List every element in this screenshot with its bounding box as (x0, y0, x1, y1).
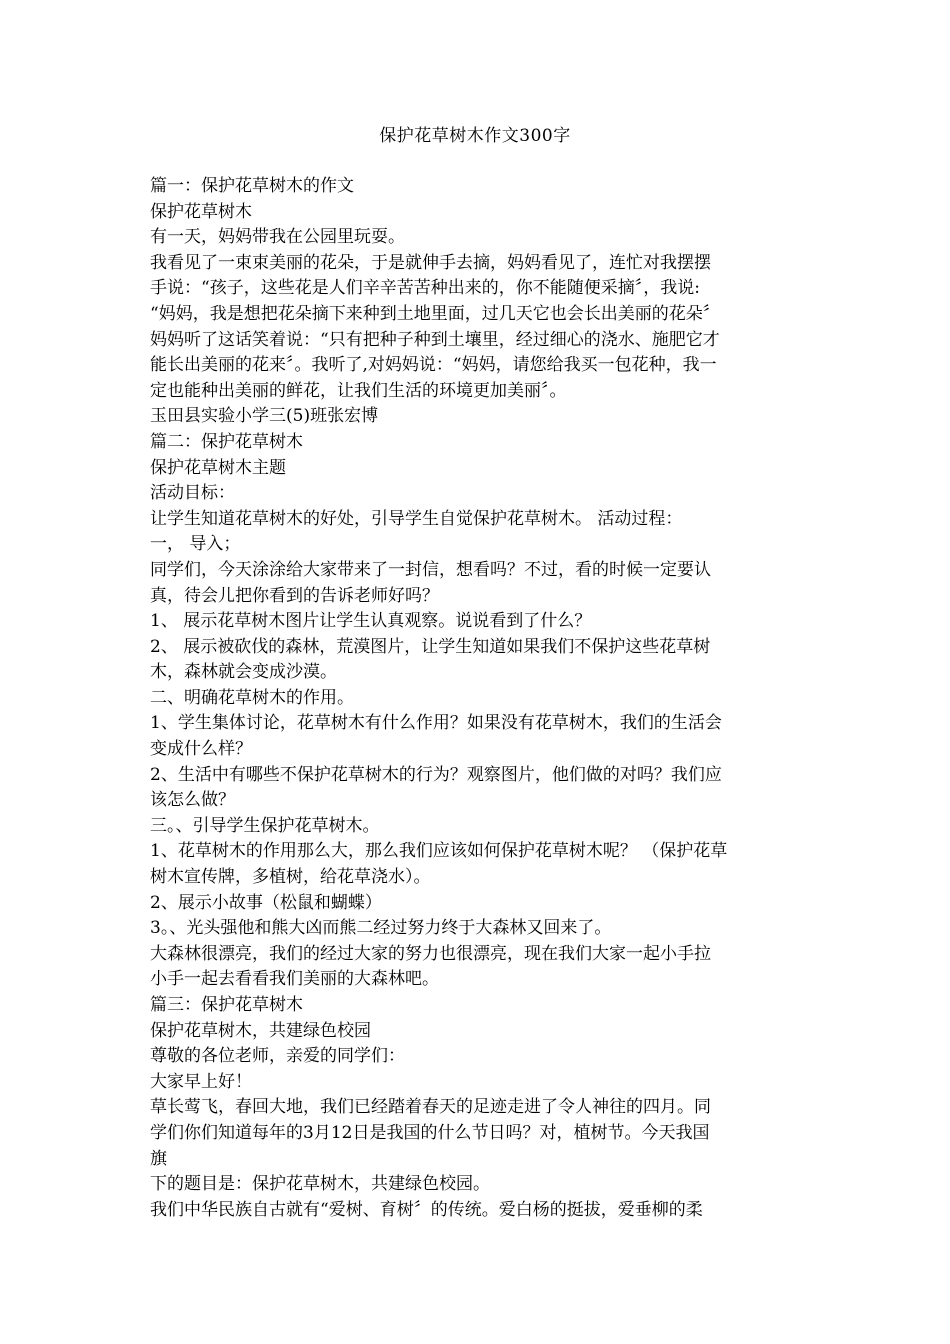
text-line: 大家早上好！ (150, 1071, 252, 1092)
text-line: 我看见了一束束美丽的花朵，于是就伸手去摘，妈妈看见了，连忙对我摆摆 (150, 252, 711, 273)
text-line: 2、展示小故事（松鼠和蝴蝶） (150, 892, 382, 913)
text-line: 真，待会儿把你看到的告诉老师好吗？ (150, 585, 439, 606)
text-line: 三。、引导学生保护花草树木。 (150, 815, 380, 836)
text-line: 下的题目是：保护花草树木，共建绿色校园。 (150, 1174, 490, 1195)
text-line: 一， 导入； (150, 534, 241, 555)
text-line: 篇三：保护花草树木 (150, 995, 303, 1015)
text-line: 大森林很漂亮，我们的经过大家的努力也很漂亮，现在我们大家一起小手拉 (150, 943, 711, 964)
text-line: 1、花草树木的作用那么大，那么我们应该如何保护花草树木呢？ （保护花草 (150, 841, 728, 862)
text-line: 小手一起去看看我们美丽的大森林吧。 (150, 969, 439, 990)
text-line: 妈妈听了这话笑着说：“只有把种子种到土壤里，经过细心的浇水、施肥它才 (150, 329, 720, 350)
text-line: 该怎么做？ (150, 790, 235, 811)
text-line: 草长莺飞，春回大地，我们已经踏着春天的足迹走进了令人神往的四月。同 (150, 1097, 711, 1118)
text-line: 活动目标： (150, 483, 235, 504)
text-line: 学们你们知道每年的3月12日是我国的什么节日吗？对，植树节。今天我国 (150, 1122, 710, 1143)
text-line: 篇二：保护花草树木 (150, 431, 303, 452)
text-line: 树木宣传牌，多植树，给花草浇水）。 (150, 867, 431, 888)
document-title: 保护花草树木作文300字 (379, 126, 571, 146)
text-line: 变成什么样？ (150, 739, 252, 760)
text-line: 同学们，今天涂涂给大家带来了一封信，想看吗？不过，看的时候一定要认 (150, 559, 711, 580)
text-line: 1、学生集体讨论，花草树木有什么作用？如果没有花草树木，我们的生活会 (150, 713, 722, 734)
text-line: “妈妈，我是想把花朵摘下来种到土地里面，过几天它也会长出美丽的花朵〞 (150, 303, 720, 324)
text-line: 保护花草树木主题 (150, 457, 286, 478)
text-line: 篇一：保护花草树木的作文 (150, 176, 354, 196)
text-line: 手说：“孩子，这些花是人们辛辛苦苦种出来的，你不能随便采摘〞，我说: (150, 278, 700, 299)
text-line: 有一天，妈妈带我在公园里玩耍。 (150, 227, 405, 248)
text-line: 保护花草树木 (150, 201, 252, 222)
text-line: 3。、光头强他和熊大凶而熊二经过努力终于大森林又回来了。 (150, 918, 612, 939)
text-line: 能长出美丽的花来〞。我听了,对妈妈说：“妈妈，请您给我买一包花种，我一 (150, 355, 717, 376)
text-line: 2、 展示被砍伐的森林，荒漠图片，让学生知道如果我们不保护这些花草树 (150, 636, 711, 657)
text-line: 让学生知道花草树木的好处，引导学生自觉保护花草树木。 活动过程： (150, 508, 683, 529)
text-line: 尊敬的各位老师，亲爱的同学们： (150, 1046, 405, 1067)
text-line: 二、明确花草树木的作用。 (150, 687, 354, 708)
text-line: 2、生活中有哪些不保护花草树木的行为？观察图片，他们做的对吗？我们应 (150, 764, 722, 785)
text-line: 我们中华民族自古就有“爱树、育树〞的传统。爱白杨的挺拔，爱垂柳的柔 (150, 1199, 703, 1220)
text-line: 保护花草树木，共建绿色校园 (150, 1020, 371, 1041)
text-line: 玉田县实验小学三(5)班张宏博 (150, 406, 379, 427)
text-line: 1、 展示花草树木图片让学生认真观察。说说看到了什么？ (150, 611, 592, 632)
text-line: 定也能种出美丽的鲜花，让我们生活的环境更加美丽〞。 (150, 380, 567, 401)
text-line: 木，森林就会变成沙漠。 (150, 662, 337, 683)
text-line: 旗 (150, 1148, 167, 1169)
document-body (150, 174, 798, 1223)
